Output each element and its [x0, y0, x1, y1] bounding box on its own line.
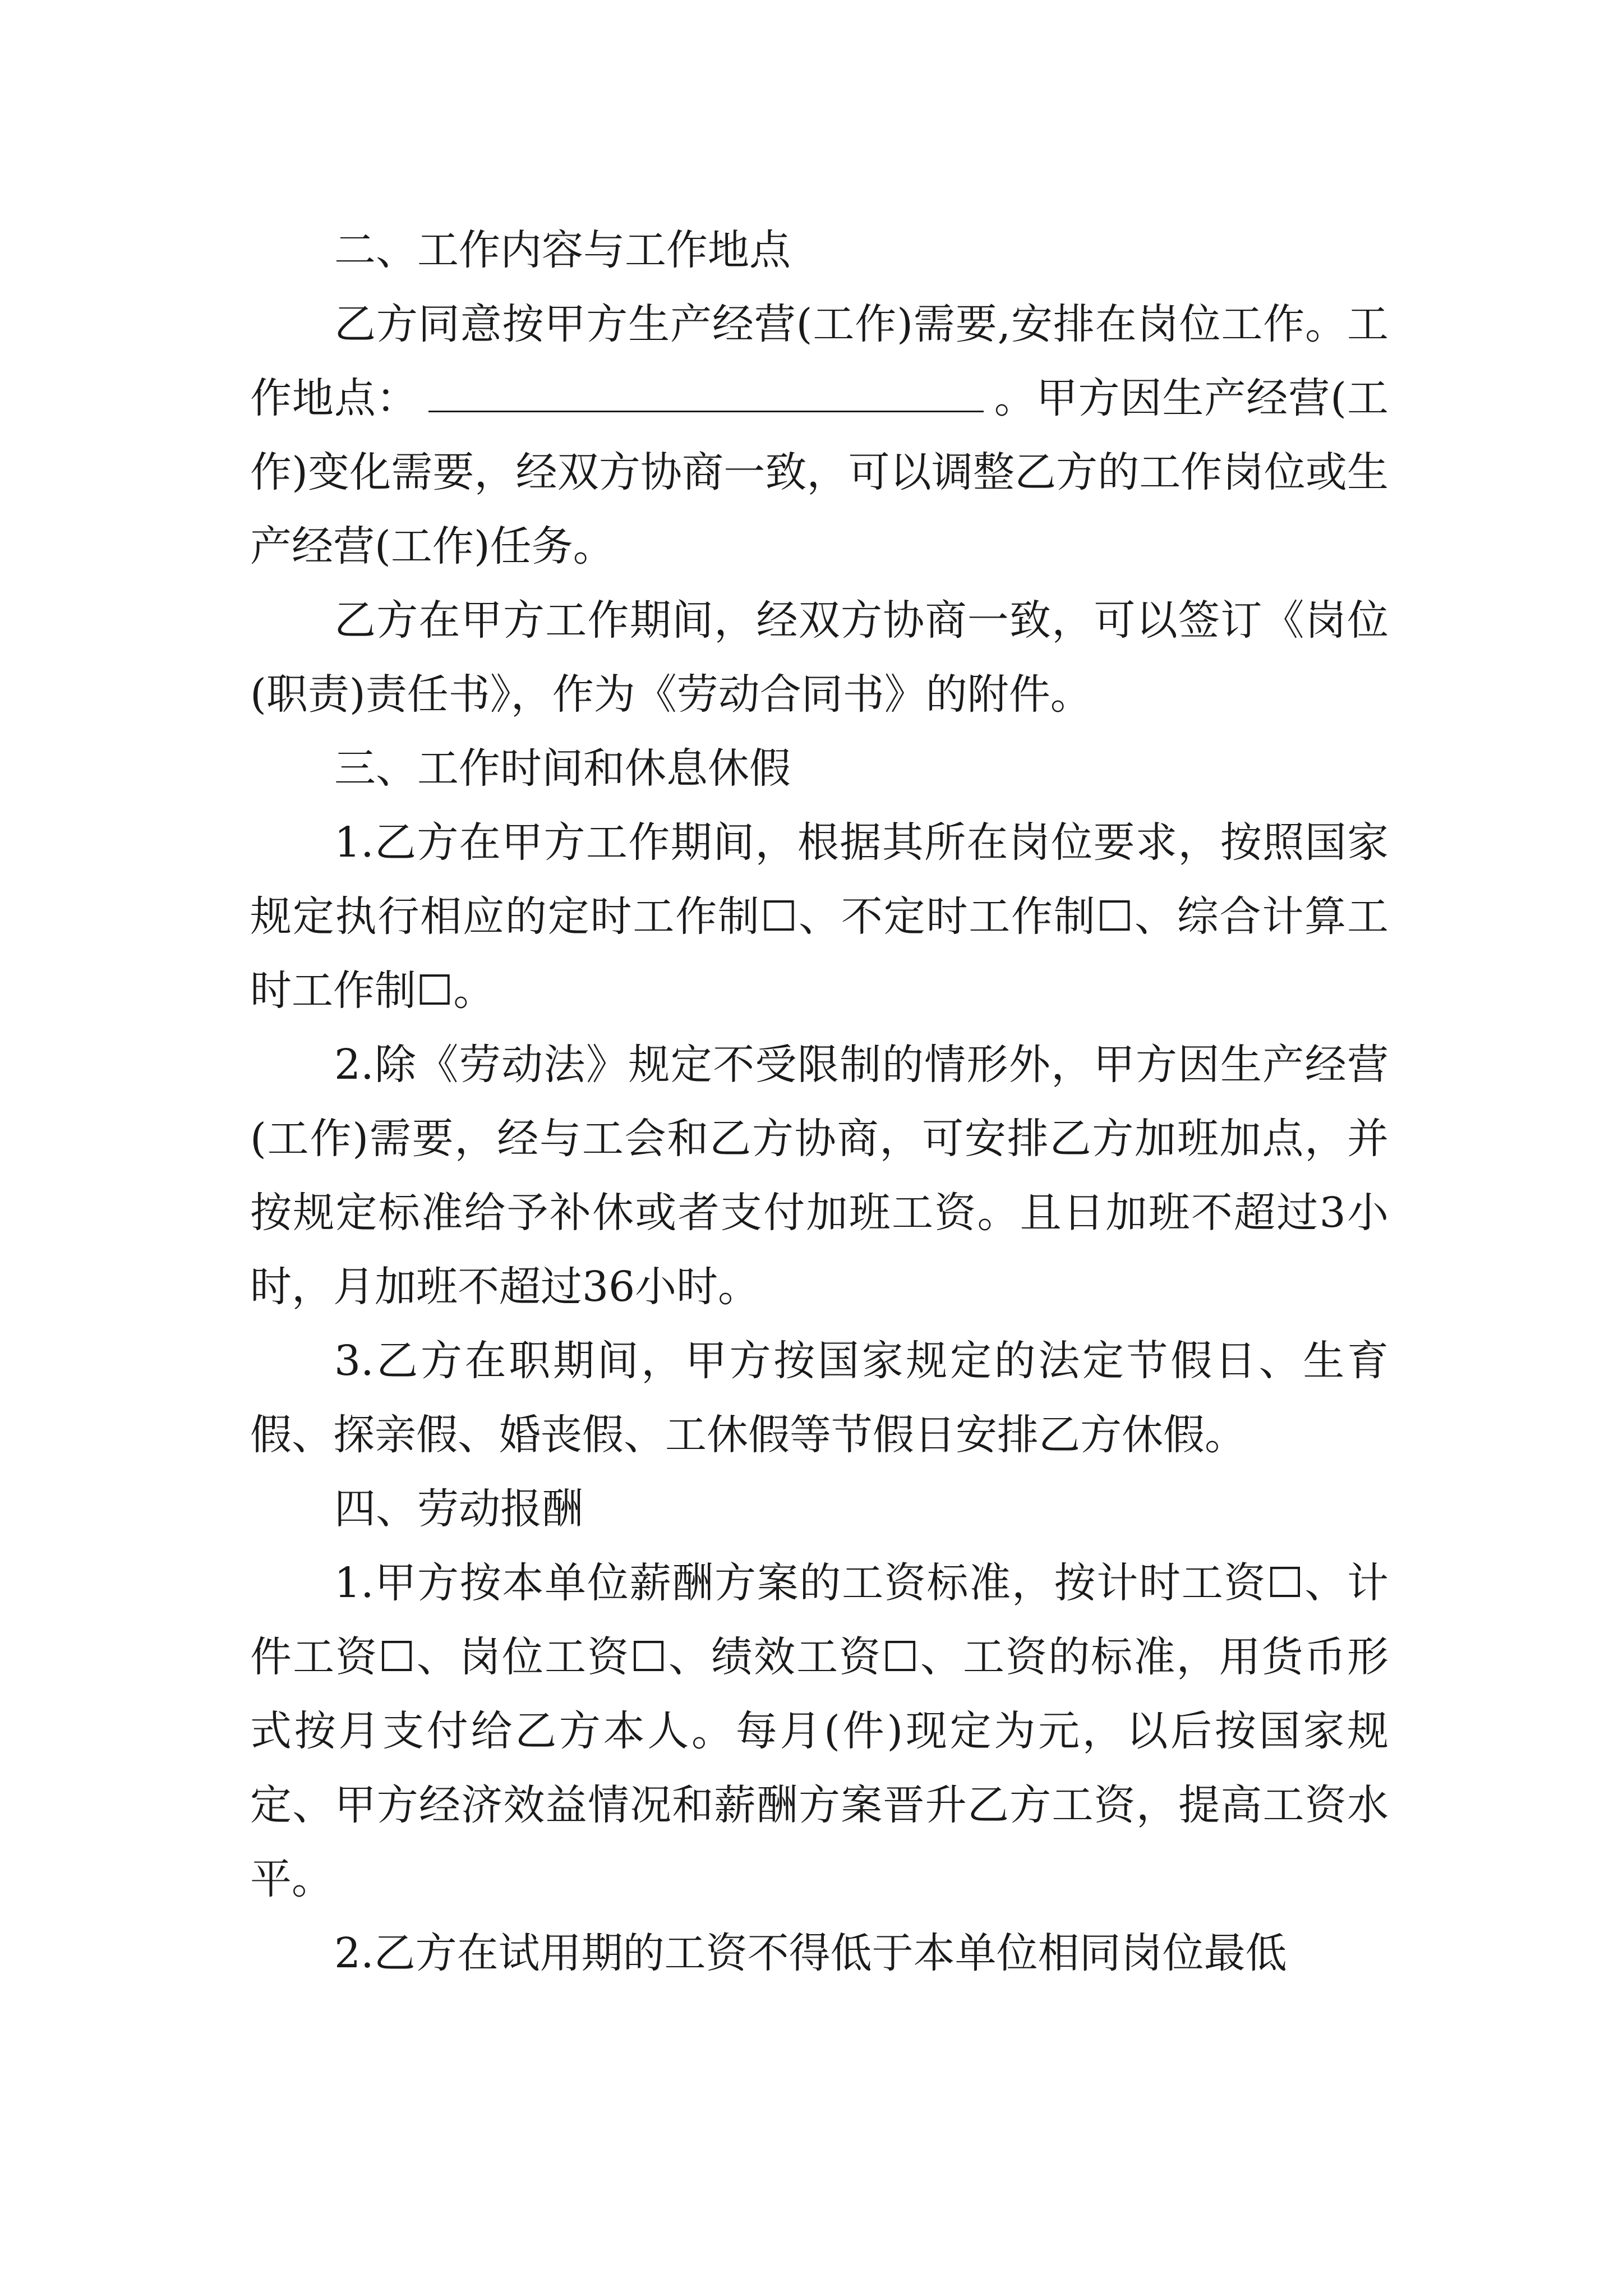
section-heading-remuneration: 四、劳动报酬	[334, 1485, 583, 1533]
paragraph-work-location	[250, 287, 1389, 583]
paragraph-work-location-part2: 。甲方因生产经营(工作)变化需要，经双方协商一致，可以调整乙方的工作岗位或生产经营(工作)任务。	[250, 374, 1389, 570]
paragraph-responsibility-letter: 乙方在甲方工作期间，经双方协商一致，可以签订《岗位(职责)责任书》，作为《劳动合同书》的附件。	[250, 596, 1389, 719]
work-location-blank	[428, 376, 984, 412]
document-body	[250, 213, 1389, 1990]
paragraph-probation-salary: 2.乙方在试用期的工资不得低于本单位相同岗位最低	[334, 1929, 1287, 1977]
section-heading-work-content: 二、工作内容与工作地点	[334, 226, 791, 274]
paragraph-holidays: 3.乙方在职期间，甲方按国家规定的法定节假日、生育假、探亲假、婚丧假、工休假等节假日安排乙方休假。	[250, 1337, 1389, 1459]
paragraph-work-schedule: 1.乙方在甲方工作期间，根据其所在岗位要求，按照国家规定执行相应的定时工作制☐、不定时工作制☐、综合计算工时工作制☐。	[250, 818, 1389, 1015]
paragraph-overtime: 2.除《劳动法》规定不受限制的情形外，甲方因生产经营(工作)需要，经与工会和乙方协商，可安排乙方加班加点，并按规定标准给予补休或者支付加班工资。且日加班不超过3小时，月加班不超过36小时。	[250, 1041, 1389, 1311]
paragraph-salary-standard: 1.甲方按本单位薪酬方案的工资标准，按计时工资☐、计件工资☐、岗位工资☐、绩效工资☐、工资的标准，用货币形式按月支付给乙方本人。每月(件)现定为元，以后按国家规定、甲方经济效益情况和薪酬方案晋升乙方工资，提高工资水平。	[250, 1559, 1389, 1903]
section-heading-working-hours: 三、工作时间和休息休假	[334, 744, 791, 793]
paragraph-work-location-part1: 乙方同意按甲方生产经营(工作)需要,安排在岗位工作。工作地点：	[250, 300, 1389, 422]
